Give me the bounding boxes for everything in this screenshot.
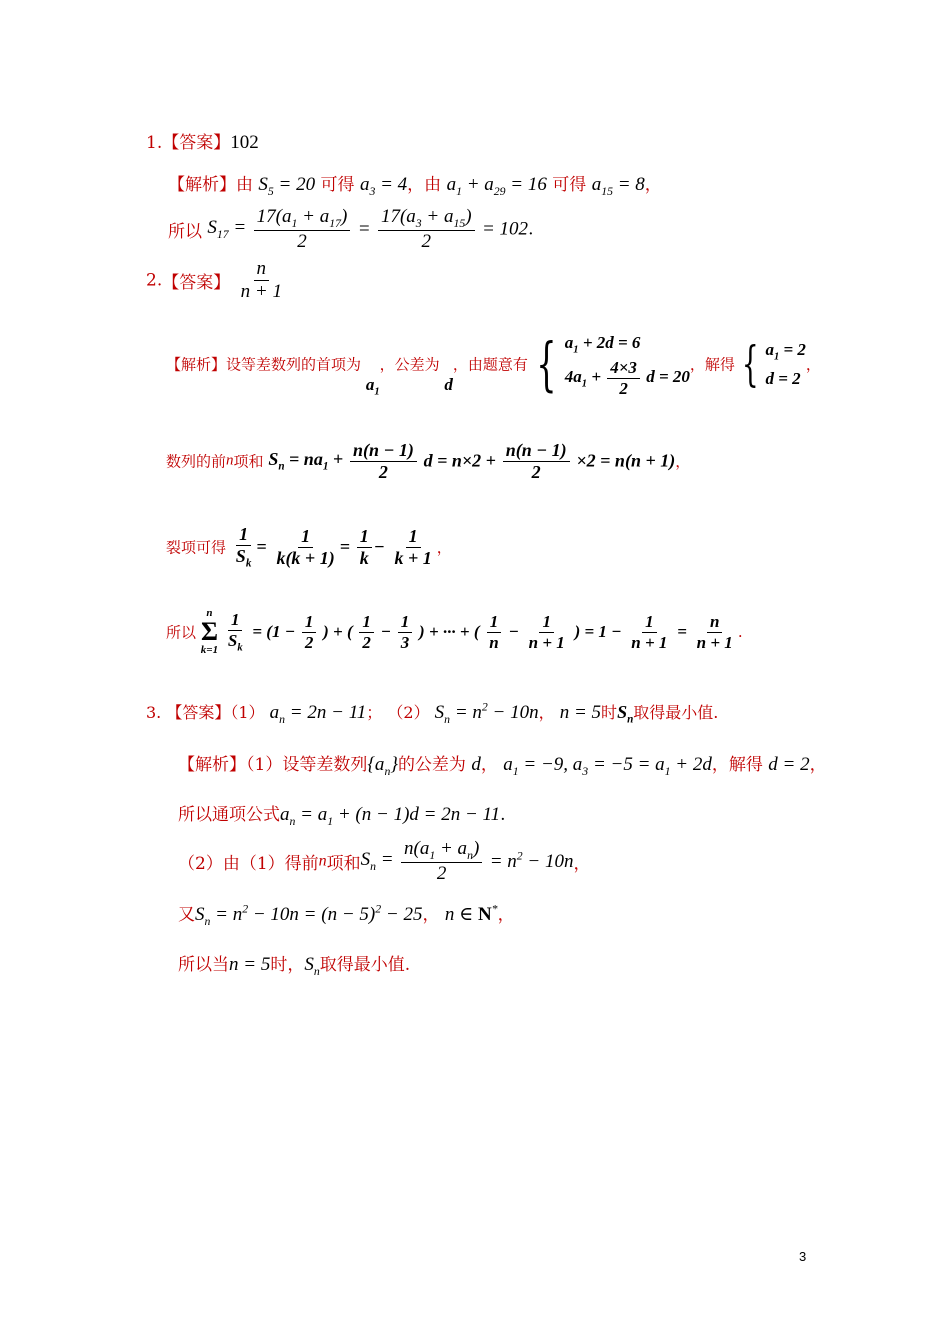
q3-text: ，解得 — [711, 755, 763, 775]
q3-sn-label: $S_n$ = — [360, 849, 394, 873]
q3-text: 时， — [270, 955, 305, 975]
q3-domain: n ∈ N* — [444, 902, 498, 925]
q3-sn-fraction: $\frac{n(a_1 + a_n)}{2}$ — [401, 838, 482, 885]
q2-answer-tag: 【答案】 — [162, 272, 231, 293]
q2-text: 所以 — [166, 623, 197, 642]
q3-text: ， — [809, 755, 827, 775]
q2-jiexi-tag: 【解析】 — [166, 355, 227, 374]
q3-general-term: $a_n = a_1 + (n - 1)d = 2n - 11$ — [280, 804, 501, 828]
q1-jiexi-line2 — [168, 206, 533, 253]
q1-equals: = — [357, 218, 371, 240]
q1-answer-line — [146, 128, 259, 154]
q1-formula-s17: $S_{17}$ = — [207, 217, 247, 241]
q2-system-brace: { — [536, 330, 557, 399]
q1-text: 所以 — [168, 222, 202, 243]
q3-text: ； — [366, 703, 383, 722]
q1-jiexi-tag: 【解析】 — [168, 175, 236, 195]
q2-text: 设等差数列的首项为 — [226, 355, 362, 374]
q2-answer-fraction: $\frac{n}{n + 1}$ — [240, 258, 282, 302]
q3-text: 取得最小值. — [319, 955, 411, 975]
q2-text: 项和 — [233, 452, 264, 471]
q1-answer-value: 102 — [230, 132, 259, 153]
q1-answer-tag: 【答案】 — [162, 133, 231, 153]
q1-formula-a3: $a_3 = 4$ — [359, 174, 408, 198]
page-number: 3 — [799, 1249, 807, 1264]
q3-n: n — [318, 852, 327, 870]
q1-formula-a1a29: $a_1 + a_{29} = 16$ — [446, 174, 547, 198]
q3-jiexi-line2 — [178, 800, 506, 829]
q2-split-line: 裂项可得 $\frac{1}{S_k}$ = $\frac{1}{k(k + 1)}$ = $\frac{1}{k}$ − $\frac{1}{k + 1}$ ， — [166, 524, 452, 570]
q3-answer-tag: 【答案】 — [166, 703, 231, 722]
q1-result: = 102 — [481, 218, 529, 240]
q2-text: ，解得 — [689, 355, 735, 374]
q1-text: . — [528, 219, 534, 240]
q2-answer-line — [146, 258, 287, 303]
q3-jiexi-tag: 【解析】 — [178, 755, 246, 775]
q2-split-frac-4: $\frac{1}{k + 1}$ — [394, 525, 432, 568]
q3-seq: $\{a_n\}$ — [367, 754, 398, 778]
q3-text: ， — [497, 905, 515, 925]
q3-text: 项和 — [326, 854, 361, 875]
q2-sum-formula-c: ×2 = n(n + 1) — [576, 450, 676, 471]
q2-sum-frac-2: $\frac{n(n - 1)}{2}$ — [503, 440, 570, 482]
q3-answer-an: $a_n = 2n - 11$ — [269, 702, 367, 726]
q3-text: ， — [573, 854, 591, 875]
q2-split-frac-3: $\frac{1}{k}$ — [357, 526, 372, 568]
q1-fraction-2: $\frac{17(a_3 + a_{15})}{2}$ — [378, 206, 475, 253]
q2-text: ，由题意有 — [452, 355, 528, 374]
q3-number: 3. — [146, 703, 162, 722]
q2-text: 裂项可得 — [166, 538, 227, 557]
q3-text: （1） — [230, 703, 265, 722]
q2-text: ，公差为 — [379, 355, 440, 374]
q3-text: ， — [422, 905, 440, 925]
q3-jiexi-line3 — [178, 838, 590, 885]
q2-system: $a_1 + 2d = 6$ $4a_1$ + $\frac{4\times 3}{2}$ d = 20 — [564, 333, 690, 398]
q2-text: 数列的前 — [166, 452, 227, 471]
q1-fraction-1: $\frac{17(a_1 + a_{17})}{2}$ — [254, 206, 351, 253]
q2-solution-brace: { — [741, 336, 759, 393]
q3-answer-sn-bold: $S_n$ — [617, 702, 634, 726]
q2-text: ， — [675, 452, 691, 471]
q2-split-frac-2: $\frac{1}{k(k + 1)}$ — [276, 525, 335, 568]
q3-d-value: d = 2 — [768, 754, 810, 775]
q2-text: . — [737, 623, 743, 641]
q2-symbol-d: d — [444, 375, 453, 395]
q3-text: 所以当 — [178, 955, 229, 975]
q3-jiexi-line1 — [178, 750, 827, 779]
q3-text: （2） — [387, 703, 430, 722]
q2-sigma: n Σ k=1 — [200, 607, 219, 656]
q3-jiexi-line4 — [178, 900, 515, 929]
q1-formula-s5: $S_5 = 20$ — [258, 174, 316, 198]
q2-solution: $a_1 = 2$ d = 2 — [765, 340, 806, 388]
q3-text: 取得最小值. — [633, 703, 719, 722]
q3-text: （2）由（1）得前 — [178, 854, 319, 875]
q3-sn-complete-square: $S_n = n^2 - 10n = (n - 5)^2 - 25$ — [195, 902, 423, 928]
q3-answer-line — [146, 700, 718, 727]
q3-answer-sn: $S_n = n^2 - 10n$ — [434, 700, 539, 726]
q3-text: 所以通项公式 — [178, 805, 280, 825]
q2-total-line: 所以 n Σ k=1 $\frac{1}{S_k}$ = (1 − $\frac{1}{2}$ ) + ( $\frac{1}{2}$ − $\frac{1}{3}$ ) + ··· + ( $\frac{1}{n}$ − $\frac{1}{n + 1}$ ) = 1 − $\frac{1}{n + 1}$ = $\frac{n}{n + 1}$ . — [166, 607, 743, 656]
q3-text: （1）设等差数列 — [246, 755, 368, 775]
q3-d: d — [471, 754, 481, 775]
q1-text: 可得 — [320, 175, 355, 195]
q2-sum-frac-1: $\frac{n(n - 1)}{2}$ — [350, 440, 417, 482]
q2-text: ， — [436, 538, 452, 557]
q3-text: 又 — [178, 905, 195, 925]
q3-text: 时 — [601, 703, 618, 722]
q1-text: ，由 — [407, 175, 442, 195]
q3-answer-n5: n = 5 — [559, 702, 602, 723]
q2-text: ， — [805, 355, 821, 374]
q2-jiexi-line1 — [166, 330, 821, 398]
q1-formula-a15: $a_{15} = 8$ — [591, 174, 645, 198]
q2-split-frac-1: $\frac{1}{S_k}$ — [235, 524, 252, 570]
q3-text: 的公差为 — [397, 755, 466, 775]
q1-text: 可得 — [552, 175, 587, 195]
q2-number: 2. — [146, 270, 163, 291]
q1-text: 由 — [236, 175, 253, 195]
q1-jiexi-line1 — [168, 170, 662, 199]
q3-text: . — [500, 805, 506, 825]
q2-sum-formula-b: d = n×2 + — [423, 450, 496, 471]
q3-n-equals-5: n = 5 — [229, 954, 271, 975]
q2-sum-line — [166, 440, 690, 482]
q3-sn-result: = $n^2 - 10n$ — [489, 849, 574, 873]
q2-n: n — [226, 452, 234, 469]
q3-text: ， — [538, 703, 555, 722]
q1-number: 1. — [146, 133, 163, 153]
q3-sn-min: $S_n$ — [304, 954, 320, 978]
q3-given: $a_1 = -9$, $a_3 = -5 = a_1 + 2d$ — [503, 754, 712, 778]
q2-symbol-a1: $a_1$ — [365, 375, 380, 398]
q2-sum-formula-a: $S_n = na_1$ + — [268, 449, 344, 473]
q3-jiexi-line5 — [178, 950, 410, 979]
q1-text: ， — [644, 175, 662, 195]
q3-text: ， — [480, 755, 498, 775]
